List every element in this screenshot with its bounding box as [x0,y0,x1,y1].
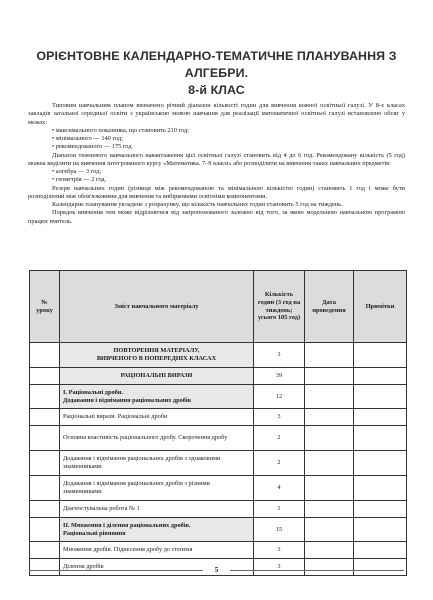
cell-notes [354,476,407,501]
table-row [30,501,407,518]
cell-lesson-number [30,343,60,368]
cell-content [60,542,254,559]
page-title-line2: 8-й КЛАС [188,83,245,97]
cell-content-line: ІІ. Множення і ділення раціональних дробів. [63,521,191,529]
page-title-line1: ОРІЄНТОВНЕ КАЛЕНДАРНО-ТЕМАТИЧНЕ ПЛАНУВАННЯ З АЛГЕБРИ. [36,49,397,80]
intro-text [28,102,405,226]
header-hours: Кількість годин (3 год на тиждень; усього 105 год) [254,271,305,343]
cell-hours: 2 [254,451,305,476]
cell-content-line: ПОВТОРЕННЯ МАТЕРІАЛУ, [113,347,200,355]
cell-date [305,385,354,409]
table-header-row [30,271,407,343]
cell-content [60,343,254,368]
intro-paragraph-3: Резерв навчальних годин (різниця між рекомендованою та мінімальною кількістю годин) становить 1 год і може бути розподілений між обов'язковими для вивчення та вибірковими освітніми компонентами. [28,184,405,200]
cell-content [60,476,254,501]
cell-hours: 4 [254,476,305,501]
intro-bullet-max: • максимального показника, що становить 210 год; [52,126,189,134]
cell-content-line: ВИВЧЕНОГО В ПОПЕРЕДНІХ КЛАСАХ [96,355,217,362]
cell-notes [354,409,407,426]
table-row [30,409,407,426]
cell-lesson-number [30,409,60,426]
page-title [22,48,411,99]
cell-date [305,451,354,476]
intro-paragraph-1: Типовим навчальним планом визначено річний діапазон кількості годин для вивчення кожної освітньої галузі. У 8-х класах закладів загальної середньої освіти з українською мовою навчання для реалізації математичної освітньої галузі встановлено обсяг у межах: [28,102,405,126]
cell-notes [354,368,407,385]
cell-notes [354,426,407,451]
cell-content-line: Раціональні рівняння [63,529,126,537]
cell-content [60,426,254,451]
cell-content-line: Додавання і віднімання раціональних дробів [63,396,192,404]
cell-content [60,368,254,385]
cell-content-line: Додавання і віднімання раціональних дробів з різними знаменниками [63,480,210,495]
intro-bullet-min: • мінімального — 140 год; [52,135,123,142]
cell-hours: 3 [254,542,305,559]
intro-paragraph-4: Календарне планування укладене з розрахунку, що кількість навчальних годин становить 5 год на тиждень. [52,201,343,208]
cell-lesson-number [30,542,60,559]
header-notes: Примітки [354,271,407,343]
cell-date [305,518,354,542]
cell-content [60,385,254,409]
table-row [30,426,407,451]
cell-hours: 3 [254,409,305,426]
cell-content-line: Додавання і віднімання раціональних дробів з однаковими знаменниками [63,455,221,470]
cell-lesson-number [30,518,60,542]
cell-notes [354,501,407,518]
cell-content-line: Ділення дробів [63,563,104,571]
cell-date [305,343,354,368]
cell-lesson-number [30,426,60,451]
table-row [30,542,407,559]
cell-hours: 3 [254,559,305,576]
cell-content-line: Основна властивість раціонального дробу. Скорочення дробу [63,434,228,442]
cell-hours: 39 [254,368,305,385]
table-row [30,518,407,542]
cell-content [60,409,254,426]
cell-content-line: Раціональні вирази. Раціональні дроби [63,413,168,421]
cell-hours: 3 [254,343,305,368]
cell-content-line: Діагностувальна робота № 1 [63,505,140,513]
cell-date [305,501,354,518]
planning-table [29,270,407,576]
table-row [30,343,407,368]
cell-notes [354,343,407,368]
cell-content-line: РАЦІОНАЛЬНІ ВИРАЗИ [120,372,193,380]
cell-content [60,518,254,542]
header-date: Дата проведення [305,271,354,343]
cell-lesson-number [30,501,60,518]
table-row [30,385,407,409]
page-footer [29,566,404,574]
header-lesson-number: № уроку [30,271,60,343]
cell-content-line: Множення дробів. Піднесення дробу до степеня [63,546,193,554]
cell-hours: 12 [254,385,305,409]
cell-notes [354,385,407,409]
cell-hours: 15 [254,518,305,542]
intro-paragraph-5: Порядок вивчення тем може відрізнятися від запропонованого залежно від того, за якою модельною навчальною програмою працює вчитель. [28,209,405,225]
intro-paragraph-2: Діапазон тижневого навчального навантаження цієї освітньої галузі становить від 4 до 6 год. Рекомендовану кількість (5 год) можна виділити на вивчення інтегрованого курсу «Математика. 7–9 класи» або розподілити на вивчення таких навчальних предметів: [28,151,405,167]
intro-bullet-algebra: • алгебра — 3 год; [52,168,102,175]
table-body [30,343,407,576]
cell-hours: 2 [254,426,305,451]
cell-lesson-number [30,476,60,501]
cell-date [305,476,354,501]
page-number: 5 [214,566,219,574]
cell-notes [354,518,407,542]
table-row [30,368,407,385]
cell-date [305,542,354,559]
table-row [30,476,407,501]
cell-date [305,426,354,451]
table-row [30,451,407,476]
cell-lesson-number [30,385,60,409]
intro-bullet-geometry: • геометрія — 2 год. [52,176,107,184]
cell-lesson-number [30,368,60,385]
cell-lesson-number [30,451,60,476]
header-content: Зміст навчального матеріалу [60,271,254,343]
intro-bullet-recommended: • рекомендованого — 175 год. [52,143,134,151]
cell-date [305,368,354,385]
cell-content [60,451,254,476]
cell-content-line: І. Раціональні дроби. [63,388,123,396]
cell-date [305,409,354,426]
cell-notes [354,451,407,476]
cell-hours: 1 [254,501,305,518]
cell-content [60,501,254,518]
cell-notes [354,542,407,559]
